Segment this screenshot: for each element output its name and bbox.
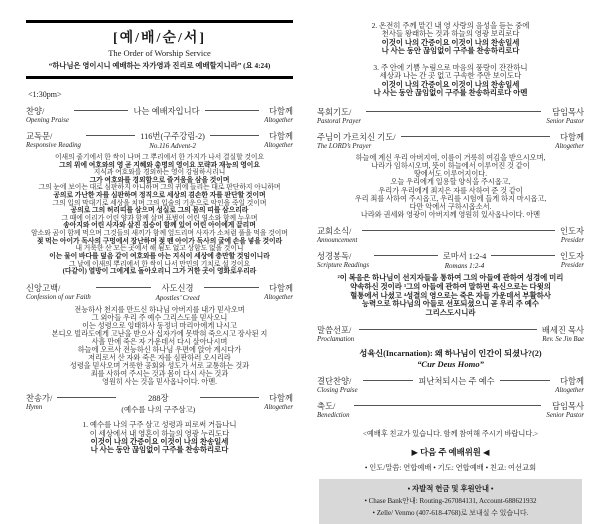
left-column (26, 10, 293, 524)
apostles-creed-text (26, 306, 293, 387)
item-right-en: Altogether (555, 387, 584, 395)
item-center-text: 로마서 1:2-4 (442, 251, 487, 261)
item-label (317, 131, 396, 150)
item-right-en: Altogether (555, 143, 584, 151)
item-label-en: Closing Praise (317, 387, 358, 395)
order-item-opening-praise (26, 105, 293, 124)
item-label-ko: 신앙고백/ (26, 283, 61, 293)
item-label-en: Confession of our Faith (26, 293, 91, 301)
item-right-en: Senior Pastor (546, 118, 584, 126)
hymn-verse-1 (26, 421, 293, 454)
reading-line: 이는 물이 바다를 덮음 같이 여호와를 아는 지식이 세상에 충만할 것임이니라 (49, 252, 270, 260)
reading-line: 젖 먹는 아이가 독사의 구멍에서 장난하며 젖 뗀 아이가 독사의 굴에 손을 넣을 것이라 (36, 237, 283, 245)
order-item-announcement (317, 225, 584, 244)
item-label-ko: 찬송가/ (26, 394, 53, 404)
scripture-passage-text (317, 274, 584, 318)
item-label-ko: 찬양/ (26, 107, 45, 116)
hymn-line: 나 사는 동안 끊임없이 구주를 찬송하리로다 (90, 445, 229, 455)
sermon-subtitle: “Cur Deus Homo” (417, 359, 484, 370)
rule-line (354, 400, 541, 406)
rule-line (210, 130, 259, 136)
fellowship-note: <예배후 친교가 있습니다. 함께 참여해 주시기 바랍니다.> (362, 430, 539, 439)
item-label-ko: 교독문/ (26, 132, 53, 141)
item-center (418, 375, 494, 387)
item-middle (354, 324, 542, 330)
item-right-ko: 담임목사 (551, 108, 584, 118)
item-label-ko: 교회소식/ (317, 226, 352, 236)
item-label (26, 105, 69, 124)
order-item-hymn (26, 392, 293, 415)
item-label (317, 375, 358, 394)
item-label (317, 106, 361, 125)
page-title: [예/배/순/서] (112, 31, 207, 46)
rule-line (362, 225, 555, 231)
right-column (317, 10, 584, 524)
item-label-ko: 성경봉독/ (317, 251, 352, 261)
hymn-line: 이것이 나의 간증이요 이것이 나의 찬송일세 (90, 436, 229, 446)
item-middle (81, 130, 264, 150)
item-right-ko: 다함께 (559, 377, 584, 387)
service-time: <1:30pm> (28, 90, 62, 99)
rule-line (366, 106, 541, 112)
item-label-ko: 목회기도/ (317, 108, 352, 118)
item-center (121, 392, 195, 415)
scripture-line: 그리스도시니라 (425, 308, 476, 318)
hymn-line: 이 세상에서 내 영혼이 하늘의 영광 누리도다 (89, 428, 230, 438)
item-label-en: Scripture Readings (317, 261, 370, 269)
reading-line: 그 때에 이리가 어린 양과 함께 살며 표범이 어린 염소와 함께 누우며 (61, 214, 258, 222)
item-middle (349, 400, 546, 406)
item-label-en: Pastoral Prayer (317, 118, 361, 126)
item-middle (357, 225, 560, 231)
scripture-line: ²이 복음은 하나님이 선지자들을 통하여 그의 아들에 관하여 성경에 미리 (337, 272, 564, 282)
item-right-en: Altogether (264, 293, 293, 301)
item-center (156, 282, 200, 302)
item-label-en: Opening Praise (26, 117, 69, 124)
page-subtitle: The Order of Worship Service (108, 48, 211, 58)
item-center-subtext: No.116 Advent-2 (149, 142, 197, 150)
creed-line: 그 외아들 우리 주 예수 그리스도를 믿사오니 (91, 313, 228, 322)
item-right (560, 250, 584, 269)
scripture-line: 능력으로 하나님의 아들로 선포되셨으니 곧 우리 주 예수 (361, 299, 540, 309)
rule-line (374, 250, 438, 256)
creed-line: 하늘에 오르사 전능하신 하나님 우편에 앉아 계시다가 (77, 346, 242, 355)
item-label-ko: 말씀선포/ (317, 326, 352, 336)
prayer-line: 나라와 권세와 영광이 아버지께 영원히 있사옵나이다. 아멘 (360, 210, 541, 219)
responsive-reading-text (26, 154, 293, 276)
item-right-ko: 담임목사 (551, 402, 584, 412)
item-right-en: Altogether (264, 404, 293, 412)
giving-title: • 자발적 헌금 및 후원안내 • (407, 484, 494, 494)
item-middle (91, 282, 265, 302)
reading-line: 송아지와 어린 사자와 살진 짐승이 함께 있어 어린 아이에게 끌리며 (63, 222, 256, 230)
giving-bank-info: • Chase Bank안내: Routing-267084131, Account-688621932 (364, 497, 537, 506)
item-center-text: 사도신경 (161, 283, 194, 293)
reading-line: 이새의 줄기에서 한 싹이 나며 그 뿌리에서 한 가지가 나서 결실할 것이요 (54, 154, 265, 161)
next-week-title: ▶ 다음 주 예배위원 ◀ (411, 448, 490, 458)
prayer-line: 다만 악에서 구하시옵소서. (409, 202, 492, 211)
rule-line (74, 105, 129, 111)
item-right (264, 130, 293, 149)
prayer-line: 땅에서도 이루어지이다. (413, 170, 488, 179)
reading-line: (다같이) 열방이 그에게로 돌아오리니 그가 거한 곳이 영화로우리라 (62, 268, 257, 276)
item-right (555, 131, 584, 150)
order-item-confession (26, 282, 293, 302)
lords-prayer-text (317, 154, 584, 219)
reading-line: 지식과 여호와를 경외하는 영이 강림하시리니 (93, 169, 226, 177)
hymn-verse-3 (317, 64, 584, 97)
order-item-pastoral-prayer (317, 106, 584, 125)
creed-line: 저리로서 산 자와 죽은 자를 심판하러 오시리라 (88, 354, 231, 363)
item-center-subtext: Romans 1:2-4 (444, 261, 485, 270)
item-label (317, 250, 369, 269)
item-right-en: Presider (560, 261, 584, 269)
item-right-en: Rev. Se Jin Bae (542, 336, 584, 344)
reading-line: 그의 입의 막대기로 세상을 치며 그의 입술의 기운으로 악인을 죽일 것이며 (52, 199, 267, 207)
creed-line: 이는 성령으로 잉태하사 동정녀 마리아에게 나시고 (82, 321, 237, 330)
item-label (317, 225, 357, 244)
item-center-text: 288장 (148, 394, 169, 404)
item-right (264, 392, 293, 411)
sermon-title-block (317, 348, 584, 369)
prayer-line: 우리가 우리에게 죄지은 자를 사하여 준 것 같이 (378, 186, 523, 195)
item-right-en: Altogether (264, 142, 293, 149)
item-center (443, 250, 487, 270)
hymn-line: 나 사는 동안 끊임없이 구주를 찬송하리로다 아멘 (373, 87, 528, 97)
item-label (317, 400, 349, 419)
item-right-ko: 인도자 (559, 251, 584, 261)
reading-line: 내 거룩한 산 모든 곳에서 해 됨도 없고 상함도 없을 것이니 (75, 245, 244, 253)
item-label-en: Announcement (317, 236, 358, 244)
next-week-roles: • 인도/말씀: 연합예배 • 기도: 연합예배 • 친교: 여선교회 (364, 463, 537, 473)
prayer-line: 하늘에 계신 우리 아버지여, 이름이 거룩히 여김을 받으시오며, (355, 154, 546, 163)
hymn-line: 천사들 왕래하는 것과 하늘의 영광 보리로다 (381, 29, 520, 39)
rule-line (491, 250, 555, 256)
reading-line: 그의 위에 여호와의 영 곧 지혜와 총명의 영이요 모략과 재능의 영이요 (59, 161, 260, 169)
rule-line (401, 131, 551, 137)
item-right (264, 105, 293, 124)
rule-line (359, 324, 537, 330)
reading-line: 그가 여호와를 경외함으로 즐거움을 삼을 것이며 (89, 176, 230, 184)
item-label-ko: 축도/ (317, 402, 336, 412)
hymn-verse-2 (317, 22, 584, 55)
creed-line: 사흘 만에 죽은 자 가운데서 다시 살아나시며 (91, 338, 228, 346)
prayer-line: 오늘 우리에게 일용할 양식을 주시옵고, (390, 178, 511, 187)
creed-line: 영원히 사는 것을 믿사옵나이다. 아멘. (102, 378, 217, 387)
item-right (264, 282, 293, 301)
item-label (26, 392, 52, 411)
item-label-en: Responsive Reading (26, 142, 81, 149)
item-label-en: Hymn (26, 404, 43, 412)
item-right-ko: 다함께 (268, 283, 293, 293)
item-right-ko: 다함께 (559, 133, 584, 143)
rule-line (205, 105, 260, 111)
item-middle (361, 106, 546, 112)
rule-line (57, 392, 116, 398)
reading-line: 그 날에 이새의 뿌리에서 한 싹이 나서 만민의 기치로 설 것이요 (68, 260, 251, 268)
item-center-text: 피난처되시는 주 예수 (418, 377, 495, 387)
hymn-line: 3. 주 안에 기쁨 누림으로 마음의 풍랑이 잔잔하니 (373, 63, 528, 73)
item-center-subtext: Apostles’ Creed (155, 293, 200, 302)
prayer-line: 나라가 임하시오며, 뜻이 하늘에서 이루어진 것 같이 (371, 162, 530, 171)
item-middle (369, 250, 560, 270)
order-item-proclamation (317, 324, 584, 343)
item-right (546, 106, 584, 125)
item-right (546, 400, 584, 419)
hymn-line: 1. 예수를 나의 구주 삼고 성령과 피로써 거듭나니 (82, 420, 237, 430)
rule-line (86, 130, 135, 136)
item-center-subtext: (예수를 나의 구주삼고) (121, 405, 196, 415)
rule-line (96, 282, 151, 288)
item-center (133, 105, 199, 117)
hymn-line: 이것이 나의 간증이요 이것이 나의 찬송일세 (381, 79, 520, 89)
hymn-line: 나 사는 동안 끊임없이 구주를 찬송하리로다 (381, 45, 520, 55)
item-right-ko: 배세진 목사 (541, 326, 584, 336)
item-right (560, 225, 584, 244)
hymn-line: 이것이 나의 간증이요 이것이 나의 찬송일세 (381, 37, 520, 47)
item-right-en: Senior Pastor (546, 412, 584, 420)
header-scripture-verse: “하나님은 영이시니 예배하는 자가영과 진리로 예배할지니라” (요 4:24) (48, 61, 271, 70)
reading-line: 그의 눈에 보이는 대로 심판하지 아니하며 그의 귀에 들리는 대로 판단하지 아니하며 (38, 184, 281, 192)
item-center-text: 116번(구주강림-2) (140, 132, 205, 141)
creed-line: 전능하사 천지를 만드신 하나님 아버지를 내가 믿사오며 (74, 305, 245, 314)
bulletin-header (26, 20, 293, 79)
item-label-ko: 결단찬양/ (317, 377, 352, 387)
item-right-ko: 다함께 (268, 132, 293, 141)
hymn-line: 2. 온전히 주께 맡긴 내 영 사랑의 음성을 듣는 중에 (371, 21, 530, 30)
creed-line: 성령을 믿사오며 거룩한 공회와 성도가 서로 교통하는 것과 (69, 362, 250, 371)
reading-line: 암소와 곰이 함께 먹으며 그것들의 새끼가 함께 엎드리며 사자가 소처럼 풀을 먹을 것이며 (31, 230, 288, 238)
creed-line: 본디오 빌라도에게 고난을 받으사 십자가에 못박혀 죽으시고 장사된 지 (51, 329, 268, 338)
item-right-en: Altogether (264, 117, 293, 124)
item-center (140, 130, 205, 150)
rule-line (200, 392, 259, 398)
item-label (26, 282, 91, 301)
order-item-benediction (317, 400, 584, 419)
order-item-responsive-reading (26, 130, 293, 150)
item-label (317, 324, 354, 343)
item-middle (69, 105, 264, 117)
item-label-en: Proclamation (317, 336, 355, 344)
scripture-line: 약속하신 것이라 ³그의 아들에 관하여 말하면 육신으로는 다윗의 (350, 281, 551, 291)
item-label-ko: 주님이 가르치신 기도/ (317, 133, 396, 143)
item-label-en: The LORD’s Prayer (317, 143, 372, 151)
hymn-line: 세상과 나는 간 곳 없고 구속한 주만 보이도다 (379, 71, 522, 81)
reading-line: 공의로 가난한 자를 심판하며 정직으로 세상의 겸손한 자를 판단할 것이며 (53, 192, 266, 200)
rule-line (204, 282, 259, 288)
order-item-scripture-reading (317, 250, 584, 270)
rule-line (363, 375, 414, 381)
creed-line: 죄를 사하여 주시는 것과 몸이 다시 사는 것과 (90, 370, 229, 379)
item-right (555, 375, 584, 394)
item-right-en: Presider (560, 236, 584, 244)
item-center-text: 나는 예배자입니다 (133, 107, 200, 116)
rule-line (500, 375, 551, 381)
item-middle (358, 375, 556, 387)
giving-info-box (319, 479, 582, 524)
scripture-line: 혈통에서 나셨고 ⁴성결의 영으로는 죽은 자들 가운데서 부활하사 (350, 290, 551, 300)
item-label (26, 130, 81, 149)
item-middle (396, 131, 556, 137)
order-item-closing-praise (317, 375, 584, 394)
reading-line: 공의로 그의 허리띠를 삼으며 성실로 그의 몸의 띠를 삼으리라 (70, 207, 249, 215)
item-right-ko: 다함께 (268, 107, 293, 116)
sermon-title: 성육신(Incarnation): 왜 하나님이 인간이 되셨나?(2) (359, 349, 542, 359)
item-right (542, 324, 584, 343)
item-label-en: Benediction (317, 412, 350, 420)
item-middle (52, 392, 264, 415)
order-item-lords-prayer (317, 131, 584, 150)
item-right-ko: 인도자 (559, 226, 584, 236)
item-right-ko: 다함께 (268, 394, 293, 404)
giving-zelle-info: • Zelle/ Venmo (407-618-4768)로 보내실 수 있습니다. (372, 509, 529, 518)
prayer-line: 우리 죄를 사하여 주시옵고, 우리를 시험에 들게 하지 마시옵고, (354, 194, 547, 203)
